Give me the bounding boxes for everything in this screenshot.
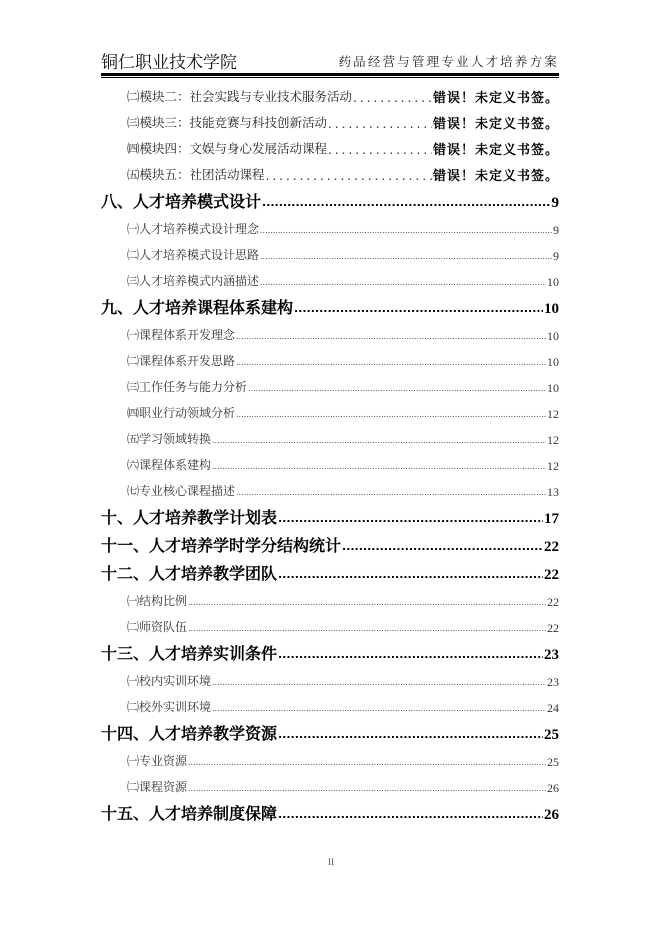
toc-page-number: 26 (544, 807, 559, 823)
toc-subsection-label: ㈥课程体系建构 (127, 458, 212, 472)
toc-subsection-label: ㈡课程体系开发思路 (127, 354, 236, 368)
table-of-contents (101, 80, 559, 824)
toc-section-label: 十二、人才培养教学团队 (101, 564, 278, 583)
toc-error-text: 错误！未定义书签。 (432, 169, 559, 184)
toc-section-label: 十四、人才培养教学资源 (101, 724, 278, 743)
toc-error-text: 错误！未定义书签。 (432, 143, 559, 158)
toc-page-number: 22 (544, 567, 559, 583)
toc-subsection[interactable] (101, 770, 559, 796)
toc-subsection-label: ㈤学习领域转换 (127, 432, 212, 446)
toc-page-number: 25 (547, 755, 559, 769)
toc-section-10[interactable] (101, 500, 559, 528)
dot-leader (294, 300, 543, 318)
toc-subsection-label: ㈡课程资源 (127, 780, 188, 794)
toc-section-label: 十、人才培养教学计划表 (101, 508, 278, 527)
toc-page-number: 25 (544, 727, 559, 743)
toc-page-number: 24 (547, 701, 559, 715)
toc-subsection[interactable] (101, 396, 559, 422)
dot-leader (328, 116, 432, 132)
toc-entry-label: ㈢模块三：技能竞赛与科技创新活动 (127, 115, 328, 130)
dot-leader (260, 224, 552, 238)
toc-subsection[interactable] (101, 448, 559, 474)
toc-subsection[interactable] (101, 238, 559, 264)
document-title: 药品经营与管理专业人才培养方案 (338, 54, 559, 69)
toc-subsection-label: ㈠人才培养模式设计理念 (127, 222, 260, 236)
dot-leader (188, 596, 546, 610)
toc-page-number: 22 (544, 539, 559, 555)
dot-leader (262, 194, 550, 212)
dot-leader (248, 382, 546, 396)
page-number: II (328, 857, 334, 867)
toc-subsection[interactable] (101, 744, 559, 770)
toc-page-number: 26 (547, 781, 559, 795)
toc-page-number: 13 (547, 485, 559, 499)
toc-section-11[interactable] (101, 528, 559, 556)
dot-leader (212, 702, 546, 716)
toc-subsection-label: ㈢人才培养模式内涵描述 (127, 274, 260, 288)
dot-leader (236, 486, 546, 500)
dot-leader (278, 726, 543, 744)
dot-leader (212, 460, 546, 474)
dot-leader (342, 538, 543, 556)
dot-leader (278, 566, 543, 584)
header-rule-thin (101, 77, 559, 78)
toc-page-number: 10 (547, 355, 559, 369)
toc-subsection-label: ㈠校内实训环境 (127, 674, 212, 688)
toc-page-number: 12 (547, 459, 559, 473)
institution-name: 铜仁职业技术学院 (101, 53, 237, 73)
dot-leader (212, 434, 546, 448)
toc-section-9[interactable] (101, 290, 559, 318)
toc-entry-module-3[interactable] (101, 106, 559, 132)
toc-page-number: 10 (547, 329, 559, 343)
dot-leader (278, 510, 543, 528)
dot-leader (188, 782, 546, 796)
toc-section-15[interactable] (101, 796, 559, 824)
toc-subsection-label: ㈡人才培养模式设计思路 (127, 248, 260, 262)
dot-leader (278, 806, 543, 824)
toc-entry-label: ㈡模块二：社会实践与专业技术服务活动 (127, 89, 353, 104)
dot-leader (266, 168, 432, 184)
toc-page-number: 12 (547, 407, 559, 421)
dot-leader (353, 90, 432, 106)
toc-subsection[interactable] (101, 584, 559, 610)
toc-entry-label: ㈤模块五：社团活动课程 (127, 167, 265, 182)
toc-page-number: 12 (547, 433, 559, 447)
toc-page-number: 22 (547, 621, 559, 635)
toc-entry-label: ㈣模块四：文娱与身心发展活动课程 (127, 141, 328, 156)
toc-section-label: 十三、人才培养实训条件 (101, 644, 278, 663)
toc-section-8[interactable] (101, 184, 559, 212)
toc-page-number: 17 (544, 511, 559, 527)
toc-subsection[interactable] (101, 474, 559, 500)
dot-leader (212, 676, 546, 690)
toc-subsection-label: ㈠结构比例 (127, 594, 188, 608)
toc-section-12[interactable] (101, 556, 559, 584)
toc-subsection-label: ㈦专业核心课程描述 (127, 484, 236, 498)
toc-error-text: 错误！未定义书签。 (432, 91, 559, 106)
toc-subsection-label: ㈢工作任务与能力分析 (127, 380, 248, 394)
toc-subsection[interactable] (101, 690, 559, 716)
toc-page-number: 22 (547, 595, 559, 609)
dot-leader (260, 276, 546, 290)
toc-section-label: 八、人才培养模式设计 (101, 192, 262, 211)
toc-subsection[interactable] (101, 264, 559, 290)
toc-subsection[interactable] (101, 370, 559, 396)
page-header (101, 44, 559, 72)
dot-leader (260, 250, 552, 264)
toc-section-label: 九、人才培养课程体系建构 (101, 298, 294, 317)
toc-page-number: 9 (551, 195, 559, 211)
toc-page-number: 23 (547, 675, 559, 689)
toc-entry-module-2[interactable] (101, 80, 559, 106)
toc-subsection-label: ㈠专业资源 (127, 754, 188, 768)
dot-leader (236, 356, 546, 370)
toc-subsection-label: ㈠课程体系开发理念 (127, 328, 236, 342)
toc-section-label: 十一、人才培养学时学分结构统计 (101, 536, 342, 555)
toc-page-number: 10 (544, 301, 559, 317)
toc-page-number: 9 (553, 249, 559, 263)
toc-page-number: 9 (553, 223, 559, 237)
toc-section-13[interactable] (101, 636, 559, 664)
toc-subsection[interactable] (101, 212, 559, 238)
toc-entry-module-5[interactable] (101, 158, 559, 184)
dot-leader (188, 622, 546, 636)
dot-leader (278, 646, 543, 664)
toc-page-number: 10 (547, 275, 559, 289)
toc-entry-module-4[interactable] (101, 132, 559, 158)
toc-subsection[interactable] (101, 422, 559, 448)
dot-leader (236, 408, 546, 422)
toc-error-text: 错误！未定义书签。 (432, 117, 559, 132)
toc-subsection-label: ㈣职业行动领域分析 (127, 406, 236, 420)
dot-leader (236, 330, 546, 344)
header-rule-thick (101, 73, 559, 76)
dot-leader (188, 756, 546, 770)
toc-subsection[interactable] (101, 664, 559, 690)
toc-page-number: 23 (544, 647, 559, 663)
toc-subsection[interactable] (101, 318, 559, 344)
toc-subsection-label: ㈡师资队伍 (127, 620, 188, 634)
dot-leader (328, 142, 432, 158)
toc-page-number: 10 (547, 381, 559, 395)
toc-subsection[interactable] (101, 344, 559, 370)
toc-section-14[interactable] (101, 716, 559, 744)
toc-subsection-label: ㈡校外实训环境 (127, 700, 212, 714)
toc-subsection[interactable] (101, 610, 559, 636)
toc-section-label: 十五、人才培养制度保障 (101, 804, 278, 823)
